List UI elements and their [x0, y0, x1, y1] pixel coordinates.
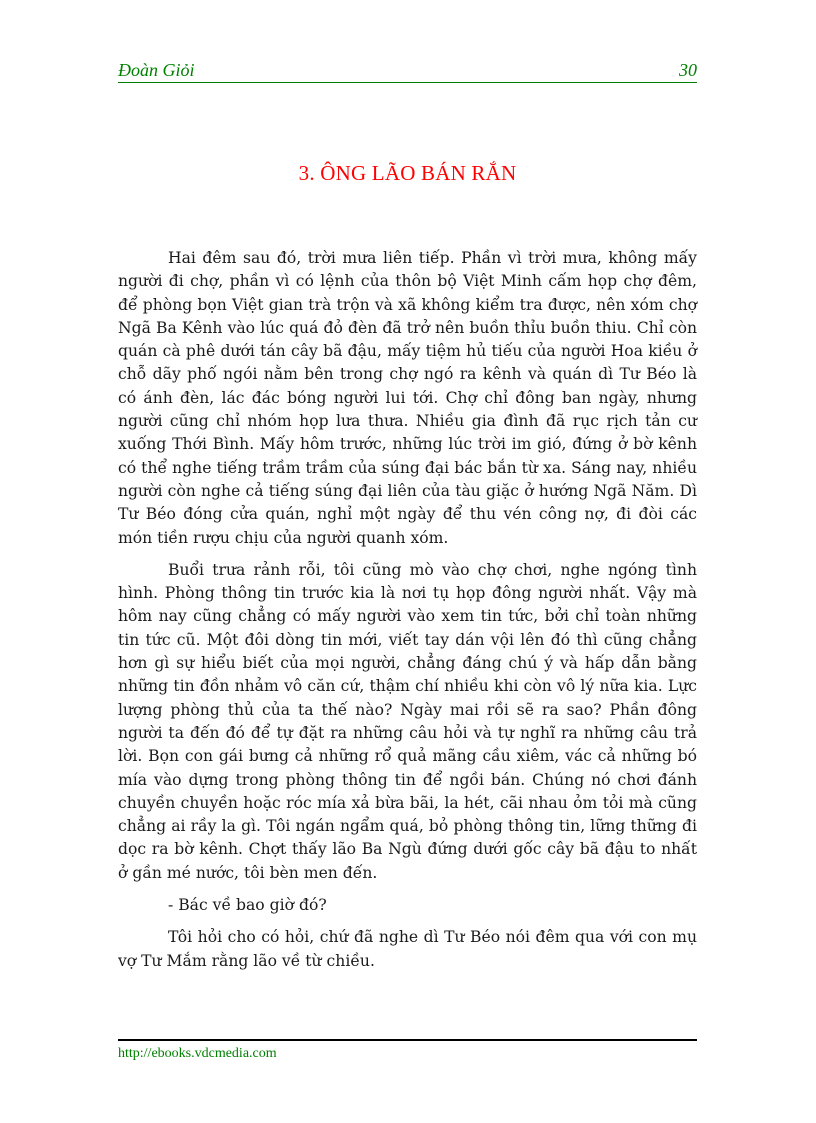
page-header [118, 60, 697, 83]
header-page-number: 30 [679, 60, 697, 80]
paragraph: Hai đêm sau đó, trời mưa liên tiếp. Phần vì trời mưa, không mấy người đi chợ, phần vì có lệnh của thôn bộ Việt Minh cấm họp chợ đêm, để phòng bọn Việt gian trà trộn và xã không kiểm tra được, nên xóm chợ Ngã Ba Kênh vào lúc quá đỏ đèn đã trở nên buồn thỉu buồn thiu. Chỉ còn quán cà phê dưới tán cây bã đậu, mấy tiệm hủ tiếu của người Hoa kiều ở chỗ dãy phố ngói nằm bên trong chợ ngó ra kênh và quán dì Tư Béo là có ánh đèn, lác đác bóng người lui tới. Chợ chỉ đông ban ngày, nhưng người cũng chỉ nhóm họp lưa thưa. Nhiều gia đình đã rục rịch tản cư xuống Thới Bình. Mấy hôm trước, những lúc trời im gió, đứng ở bờ kênh có thể nghe tiếng trầm trầm của súng đại bác bắn từ xa. Sáng nay, nhiều người còn nghe cả tiếng súng đại liên của tàu giặc ở hướng Ngã Năm. Dì Tư Béo đóng cửa quán, nghỉ một ngày để thu vén công nợ, đi đòi các món tiền rượu chịu của người quanh xóm. [118, 249, 697, 547]
dialogue-line: - Bác về bao giờ đó? [168, 896, 327, 915]
paragraph: Tôi hỏi cho có hỏi, chứ đã nghe dì Tư Béo nói đêm qua với con mụ vợ Tư Mắm rằng lão về từ chiều. [118, 928, 697, 970]
chapter-body [118, 247, 697, 982]
footer-url: http://ebooks.vdcmedia.com [118, 1046, 277, 1061]
paragraph: Buổi trưa rảnh rỗi, tôi cũng mò vào chợ chơi, nghe ngóng tình hình. Phòng thông tin trước kia là nơi tụ họp đông người nhất. Vậy mà hôm nay cũng chẳng có mấy người vào xem tin tức, bởi chỉ toàn những tin tức cũ. Một đôi dòng tin mới, viết tay dán vội lên đó thì cũng chẳng hơn gì sự hiểu biết của mọi người, chẳng đáng chú ý và hấp dẫn bằng những tin đồn nhảm vô căn cứ, thậm chí nhiều khi còn vô lý nữa kia. Lực lượng phòng thủ của ta thế nào? Ngày mai rồi sẽ ra sao? Phần đông người ta đến đó để tự đặt ra những câu hỏi và tự nghĩ ra những câu trả lời. Bọn con gái bưng cả những rổ quả mãng cầu xiêm, vác cả những bó mía vào dựng trong phòng thông tin để ngồi bán. Chúng nó chơi đánh chuyền chuyền hoặc róc mía xả bừa bãi, la hét, cãi nhau ỏm tỏi mà cũng chẳng ai rầy la gì. Tôi ngán ngẩm quá, bỏ phòng thông tin, lững thững đi dọc ra bờ kênh. Chợt thấy lão Ba Ngù đứng dưới gốc cây bã đậu to nhất ở gần mé nước, tôi bèn men đến. [118, 560, 697, 882]
footer-divider [118, 1039, 697, 1041]
header-author: Đoàn Giỏi [118, 60, 195, 80]
chapter-title: 3. ÔNG LÃO BÁN RẮN [298, 161, 517, 185]
